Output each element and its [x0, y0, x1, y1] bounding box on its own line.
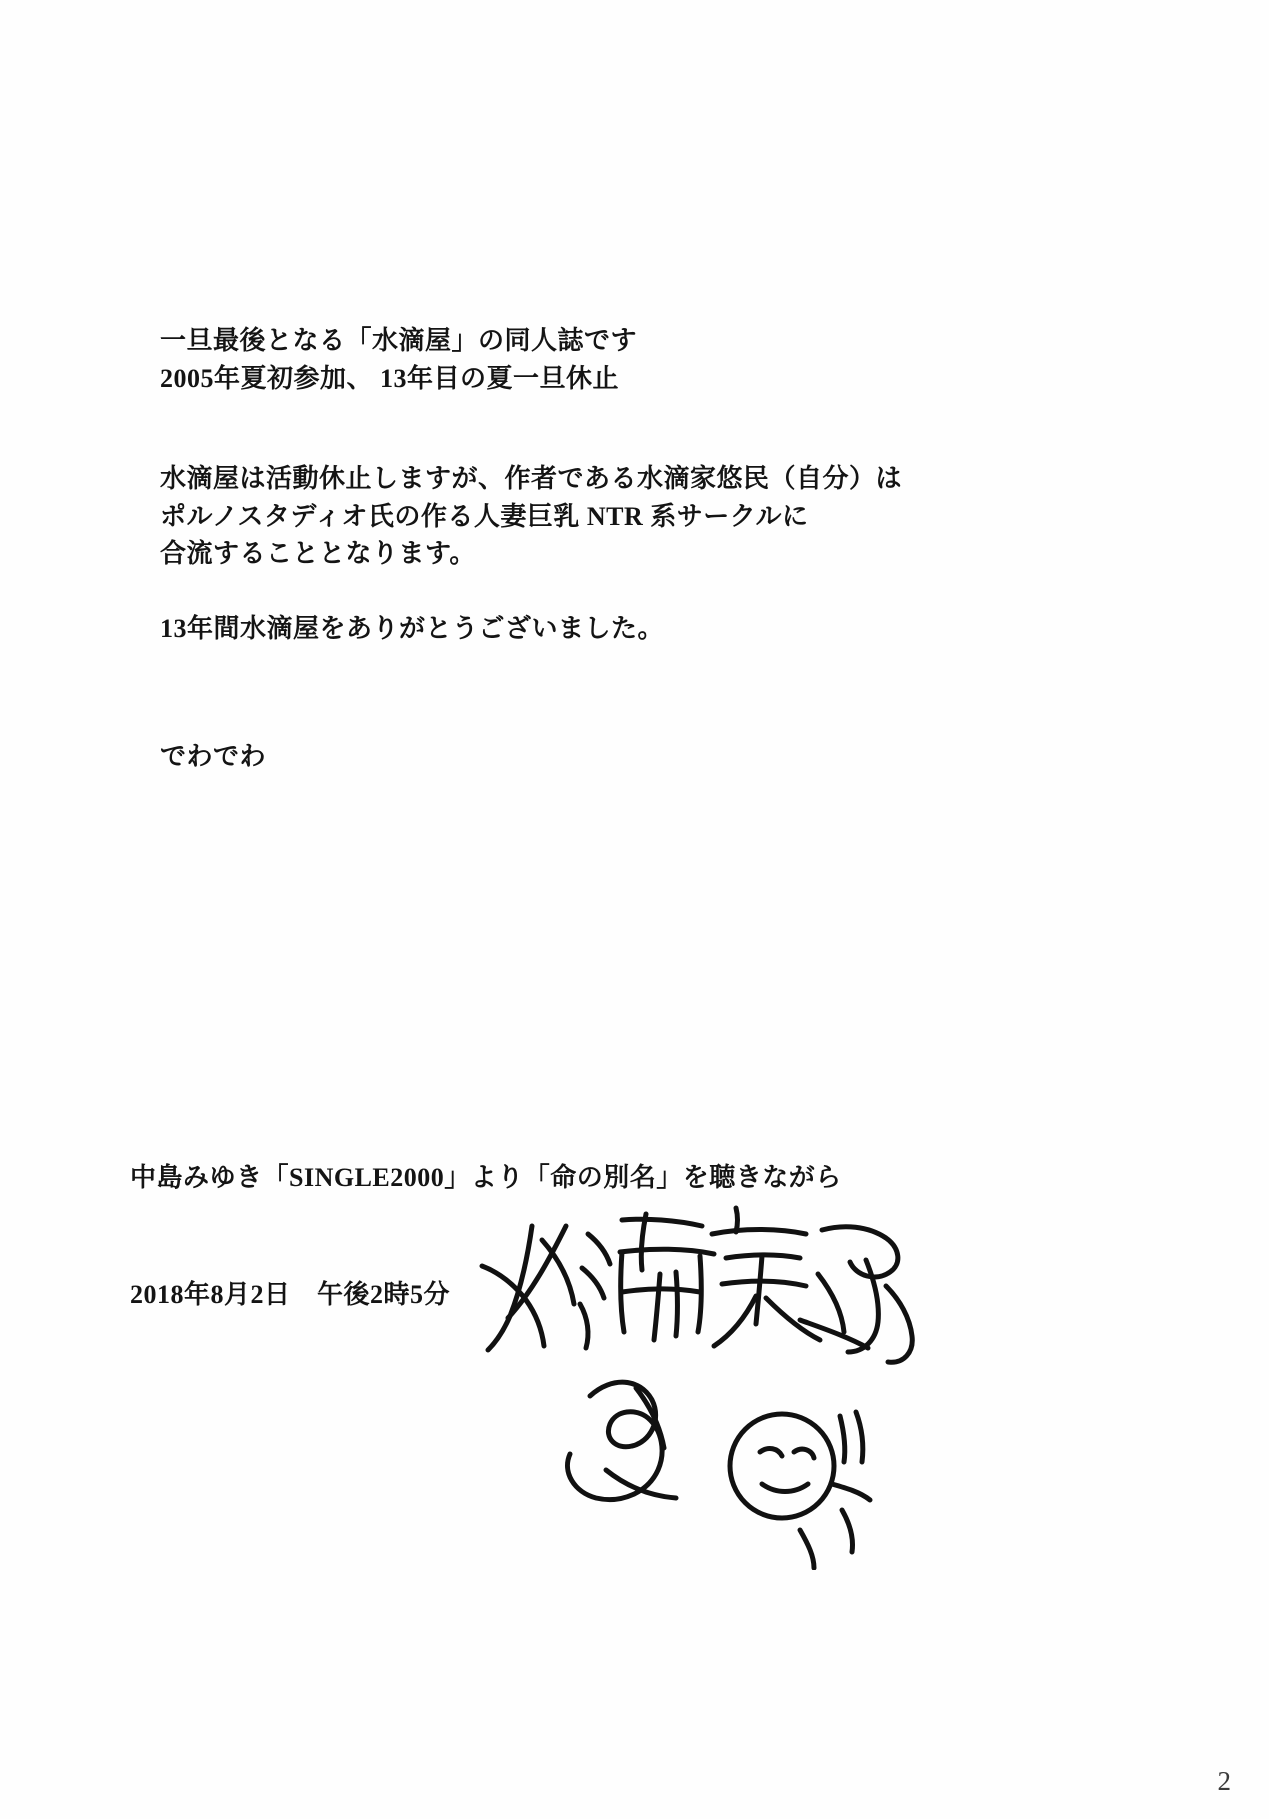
- colophon-line-1: 中島みゆき「SINGLE2000」より「命の別名」を聴きながら: [130, 1163, 842, 1192]
- afterword-paragraph-3: 13年間水滴屋をありがとうございました。: [160, 614, 665, 643]
- afterword-paragraph-1: 一旦最後となる「水滴屋」の同人誌です 2005年夏初参加、 13年目の夏一旦休止: [160, 326, 638, 393]
- handwritten-signature: [470, 1200, 930, 1570]
- afterword-paragraph-2: 水滴屋は活動休止しますが、作者である水滴家悠民（自分）は ポルノスタディオ氏の作る人妻巨乳 NTR 系サークルに 合流することとなります。: [160, 464, 903, 569]
- page-number: 2: [1217, 1766, 1231, 1796]
- colophon-line-2: 2018年8月2日 午後2時5分: [130, 1280, 451, 1309]
- afterword-paragraph-4: でわでわ: [160, 742, 267, 771]
